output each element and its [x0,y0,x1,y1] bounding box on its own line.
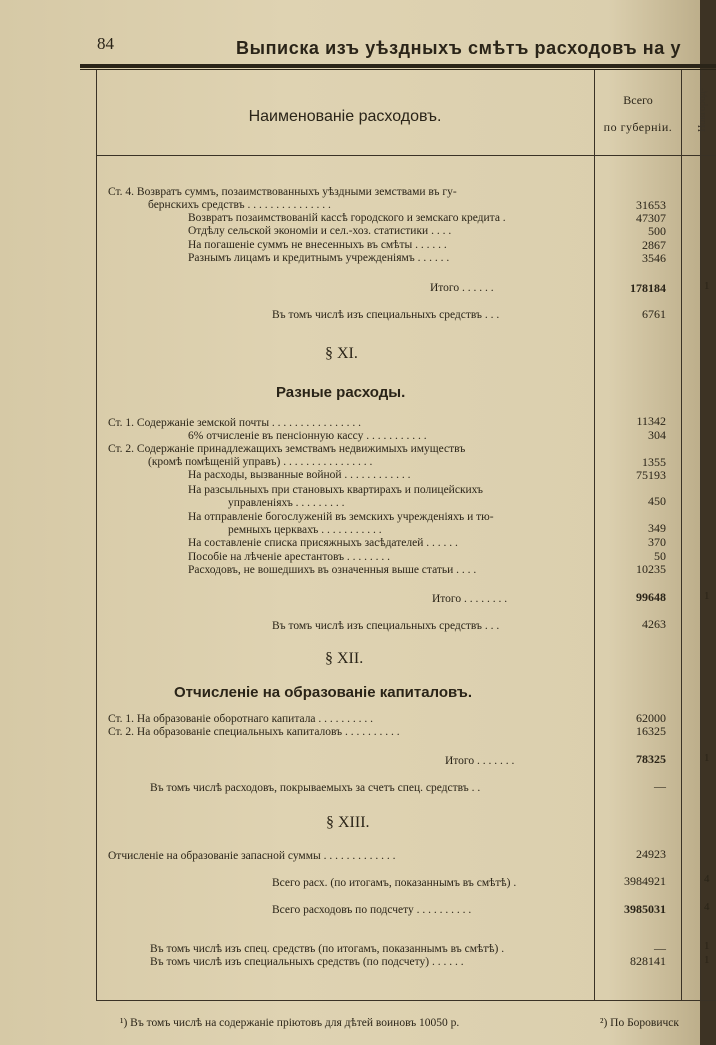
total-value: 78325 [636,752,666,766]
grand-total-value: 3985031 [624,902,666,916]
row-label: Пособіе на лѣченіе арестантовъ . . . . . . . . [188,551,391,563]
next-column-mark: 1 [704,752,710,764]
special-funds-label: Въ томъ числѣ изъ специальныхъ средствъ . . . [272,309,500,321]
special-funds-value: — [654,779,666,793]
row-label: На отправленіе богослуженій въ земскихъ учрежденіяхъ и тю- [188,511,494,523]
row-label: Возвратъ позаимствованій кассѣ городского и земскаго кредита . [188,212,506,224]
header-bottom-border [96,155,716,156]
next-column-right-border [700,70,701,1000]
special-funds-label: Въ томъ числѣ изъ специальныхъ средствъ . . . [272,620,500,632]
row-label: Ст. 1. Содержаніе земской почты . . . . . . . . . . . . . . . . [108,417,362,429]
table-bottom-border [96,1000,716,1001]
next-column-mark: 1 [704,940,710,952]
row-label: ремныхъ церквахъ . . . . . . . . . . . [228,524,382,536]
row-value: 370 [648,535,666,549]
row-value: 31653 [636,198,666,212]
row-label: Разнымъ лицамъ и кредитнымъ учрежденіямъ . . . . . . [188,252,450,264]
next-column-mark: 4 [704,901,710,913]
row-value: 11342 [636,414,666,428]
section-number: § XI. [325,345,358,362]
next-column-mark: 4 [704,873,710,885]
row-value: 24923 [636,847,666,861]
grand-total-value: 3984921 [624,874,666,888]
book-edge [700,0,716,1045]
footnote-2: ²) По Боровичск [600,1017,679,1029]
row-label: Ст. 2. На образованіе специальныхъ капиталовъ . . . . . . . . . . [108,726,400,738]
special-funds-label: Въ томъ числѣ изъ специальныхъ средствъ (по подсчету) . . . . . . [150,956,464,968]
total-label: Итого . . . . . . . [445,755,515,767]
row-label: (кромѣ помѣщеній управъ) . . . . . . . . . . . . . . . . [148,456,373,468]
row-value: 500 [648,224,666,238]
row-label: На составленіе списка присяжныхъ засѣдателей . . . . . . [188,537,458,549]
row-label: Расходовъ, не вошедшихъ въ означенныя выше статьи . . . . [188,564,477,576]
next-district-column-header: Новгород- [697,88,708,132]
row-value: 10235 [636,562,666,576]
row-label: На погашеніе суммъ не внесенныхъ въ смѣты . . . . . . [188,239,447,251]
section-number: § XII. [325,650,364,667]
row-label: Отдѣлу сельской экономіи и сел.-хоз. статистики . . . . [188,225,452,237]
next-column-mark: 1 [704,280,710,292]
total-column-left-border [594,70,595,1000]
row-label: На разсыльныхъ при становыхъ квартирахъ и полицейскихъ [188,484,483,496]
header-rule-thick [80,64,716,68]
page-number: 84 [97,34,114,53]
total-column-header-line2: по губерніи. [603,120,673,134]
row-label: 6% отчисленіе въ пенсіонную кассу . . . . . . . . . . . [188,430,427,442]
header-rule-thin [80,69,716,70]
row-label: управленіяхъ . . . . . . . . . [228,497,345,509]
table-left-border [96,70,97,1000]
row-value: 349 [648,521,666,535]
total-value: 99648 [636,590,666,604]
section-number: § XIII. [326,814,370,831]
special-funds-value: 4263 [642,617,666,631]
row-value: 47307 [636,211,666,225]
next-column-mark: 1 [704,954,710,966]
total-label: Итого . . . . . . [430,282,494,294]
total-column-header-line1: Всего [623,93,653,107]
row-label: бернскихъ средствъ . . . . . . . . . . . . . . . [148,199,331,211]
total-column-right-border [681,70,682,1000]
name-column-header: Наименованіе расходовъ. [248,108,442,125]
special-funds-value: — [654,941,666,955]
special-funds-label: Въ томъ числѣ расходовъ, покрываемыхъ за счетъ спец. средствъ . . [150,782,481,794]
row-value: 450 [648,494,666,508]
total-value: 178184 [630,281,666,295]
row-value: 75193 [636,468,666,482]
grand-total-label: Всего расходовъ по подсчету . . . . . . . . . . [272,904,472,916]
row-label: На расходы, вызванные войной . . . . . . . . . . . . [188,469,411,481]
row-label: Отчисленіе на образованіе запасной суммы . . . . . . . . . . . . . [108,850,396,862]
grand-total-label: Всего расх. (по итогамъ, показаннымъ въ смѣтѣ) . [272,877,517,889]
row-value: 62000 [636,711,666,725]
section-title: Разные расходы. [276,384,406,401]
section-title: Отчисленіе на образованіе капиталовъ. [174,684,472,701]
next-column-mark: 1 [704,590,710,602]
special-funds-label: Въ томъ числѣ изъ спец. средствъ (по итогамъ, показаннымъ въ смѣтѣ) . [150,943,505,955]
special-funds-value: 6761 [642,307,666,321]
footnote-1: ¹) Въ томъ числѣ на содержаніе пріютовъ для дѣтей воиновъ 10050 р. [120,1017,460,1029]
row-value: 2867 [642,238,666,252]
page-title: Выписка изъ уѣздныхъ смѣтъ расходовъ на у [236,38,682,58]
special-funds-value: 828141 [630,954,666,968]
row-value: 3546 [642,251,666,265]
row-label: Ст. 2. Содержаніе принадлежащихъ земствамъ недвижимыхъ имуществъ [108,443,466,455]
row-value: 50 [654,549,666,563]
row-value: 1355 [642,455,666,469]
row-label: Ст. 4. Возвратъ суммъ, позаимствованныхъ уѣздными земствами въ гу- [108,186,457,198]
row-value: 16325 [636,724,666,738]
total-label: Итого . . . . . . . . [432,593,508,605]
row-value: 304 [648,428,666,442]
row-label: Ст. 1. На образованіе оборотнаго капитала . . . . . . . . . . [108,713,374,725]
